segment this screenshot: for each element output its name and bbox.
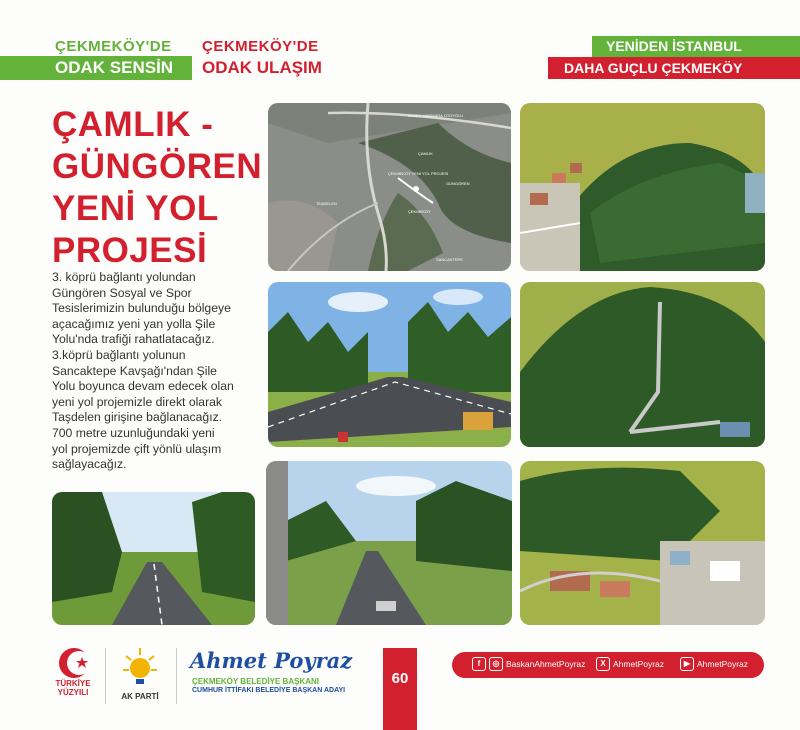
page-number: 60 xyxy=(391,670,409,687)
social-label: BaskanAhmetPoyraz xyxy=(506,659,586,669)
ak-parti-logo xyxy=(122,646,158,695)
header-red-subtitle: ÇEKMEKÖY'DE xyxy=(202,38,319,55)
map-label: SANCAKTEPE xyxy=(436,257,463,262)
social-item[interactable] xyxy=(680,657,748,671)
facebook-icon: f xyxy=(472,657,486,671)
header-green-title: ODAK SENSİN xyxy=(55,58,174,77)
social-item[interactable] xyxy=(596,657,664,671)
header-green-subtitle: ÇEKMEKÖY'DE xyxy=(55,38,172,55)
satellite-map-image xyxy=(268,103,511,271)
social-bar xyxy=(452,652,764,678)
page-number-tab xyxy=(383,648,417,730)
body-line: Sancaktepe Kavşağı'ndan Şile xyxy=(52,363,217,378)
map-label: ÇAMLIK xyxy=(418,151,433,156)
body-paragraph xyxy=(52,270,267,473)
turkiye-yuzyili-logo xyxy=(52,646,96,706)
divider xyxy=(176,648,177,704)
instagram-icon: ◎ xyxy=(489,657,503,671)
logo1-line: TÜRKİYE xyxy=(55,679,91,688)
social-item[interactable] xyxy=(472,657,585,671)
title-line: ÇAMLIK - xyxy=(52,105,214,144)
divider xyxy=(105,648,106,704)
road-buildings-image xyxy=(266,461,512,625)
body-line: Tesislerimizin bulunduğu bölgeye xyxy=(52,301,231,316)
signature: Ahmet Poyraz xyxy=(190,648,353,673)
social-label: AhmetPoyraz xyxy=(697,659,749,669)
header-right-green: YENİDEN İSTANBUL xyxy=(592,36,800,57)
body-line: Güngören Sosyal ve Spor xyxy=(52,285,192,300)
road-render-image xyxy=(268,282,511,447)
aerial-campus-image xyxy=(520,461,765,625)
body-line: 700 metre uzunluğundaki yeni xyxy=(52,425,215,440)
header-green-bar xyxy=(0,56,192,80)
footer xyxy=(0,640,800,730)
x-icon: X xyxy=(596,657,610,671)
header-red-title: ODAK ULAŞIM xyxy=(202,58,322,77)
signature-subtitle: CUMHUR İTTİFAKI BELEDİYE BAŞKAN ADAYI xyxy=(192,687,346,694)
body-line: Yolu'nda trafiği rahatlatacağız. xyxy=(52,332,215,347)
logo1-line: YÜZYILI xyxy=(57,688,89,697)
youtube-icon: ▶ xyxy=(680,657,694,671)
aerial-forest-image xyxy=(520,103,765,271)
turkiye-yuzyili-text xyxy=(47,679,99,697)
signature-title: ÇEKMEKÖY BELEDİYE BAŞKANI xyxy=(192,677,319,686)
title-line: GÜNGÖREN xyxy=(52,147,263,186)
aerial-hill-road-image xyxy=(520,282,765,447)
body-line: Yolu boyunca devam edecek olan xyxy=(52,379,234,394)
title-line: PROJESİ xyxy=(52,231,208,270)
road-trees-image xyxy=(52,492,255,625)
map-label: TAŞDELEN xyxy=(316,201,337,206)
body-line: açacağımız yeni yan yolla Şile xyxy=(52,316,216,331)
map-label: GÜNGÖREN xyxy=(446,181,470,186)
body-line: sağlayacağız. xyxy=(52,457,127,472)
body-line: yeni yol projemizle direkt olarak xyxy=(52,394,223,409)
body-line: 3.köprü bağlantı yolunun xyxy=(52,347,186,362)
ak-parti-text: AK PARTİ xyxy=(121,692,159,701)
social-label: AhmetPoyraz xyxy=(613,659,665,669)
map-label: ÇEKMEKÖY YENİ YOL PROJESİ xyxy=(388,171,449,176)
map-label: ÇEKMEKÖY xyxy=(408,209,431,214)
page-title xyxy=(52,104,267,272)
body-line: Taşdelen girişine bağlanacağız. xyxy=(52,410,223,425)
title-line: YENİ YOL xyxy=(52,189,219,228)
map-label: KUZEY MARMARA OTOYOLU xyxy=(408,113,464,118)
header-right-red: DAHA GUÇLU ÇEKMEKÖY xyxy=(548,57,800,79)
body-line: 3. köprü bağlantı yolundan xyxy=(52,270,196,284)
body-line: yol projemizde çift yönlü ulaşım xyxy=(52,441,222,456)
